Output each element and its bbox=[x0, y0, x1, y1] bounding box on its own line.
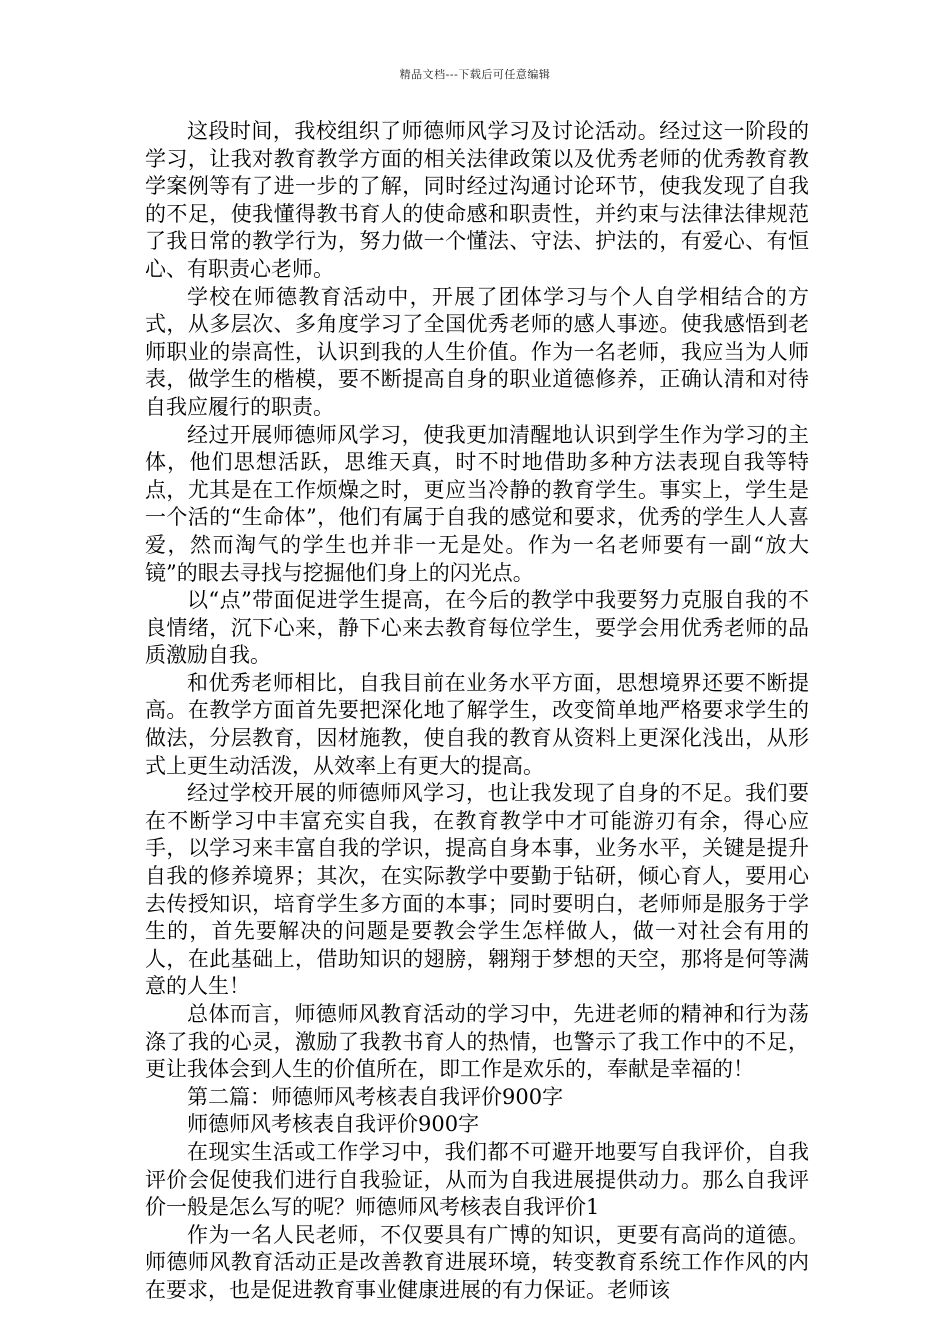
paragraph-1: 这段时间，我校组织了师德师风学习及讨论活动。经过这一阶段的学习，让我对教育教学方面的相关法律政策以及优秀老师的优秀教育教学案例等有了进一步的了解，同时经过沟通讨论环节，使我发现了自我的不足，使我懂得教书育人的使命感和职责性，并约束与法律法律规范了我日常的教学行为，努力做一个懂法、守法、护法的，有爱心、有恒心、有职责心老师。 bbox=[145, 119, 809, 281]
paragraph-5: 和优秀老师相比，自我目前在业务水平方面，思想境界还要不断提高。在教学方面首先要把深化地了解学生，改变简单地严格要求学生的做法，分层教育，因材施教，使自我的教育从资料上更深化浅出，从形式上更生动活泼，从效率上有更大的提高。 bbox=[145, 670, 809, 778]
paragraph-2: 学校在师德教育活动中，开展了团体学习与个人自学相结合的方式，从多层次、多角度学习了全国优秀老师的感人事迹。使我感悟到老师职业的崇高性，认识到我的人生价值。作为一名老师，我应当为人师表，做学生的楷模，要不断提高自身的职业道德修养，正确认清和对待自我应履行的职责。 bbox=[145, 284, 809, 419]
paragraph-8: 在现实生活或工作学习中，我们都不可避开地要写自我评价，自我评价会促使我们进行自我验证，从而为自我进展提供动力。那么自我评价一般是怎么写的呢？师德师风考核表自我评价1 bbox=[145, 1139, 809, 1220]
page-header: 精品文档---下载后可任意编辑 bbox=[399, 68, 551, 81]
paragraph-6: 经过学校开展的师德师风学习，也让我发现了自身的不足。我们要在不断学习中丰富充实自我，在教育教学中才可能游刃有余，得心应手，以学习来丰富自我的学识，提高自身本事，业务水平，关键是提升自我的修养境界；其次，在实际教学中要勤于钻研，倾心育人，要用心去传授知识，培育学生多方面的本事；同时要明白，老师师是服务于学生的，首先要解决的问题是要教会学生怎样做人，做一对社会有用的人，在此基础上，借助知识的翅膀，翱翔于梦想的天空，那将是何等满意的人生！ bbox=[145, 781, 809, 999]
paragraph-7: 总体而言，师德师风教育活动的学习中，先进老师的精神和行为荡涤了我的心灵，激励了我教书育人的热情，也警示了我工作中的不足，更让我体会到人生的价值所在，即工作是欢乐的，奉献是幸福的！ bbox=[145, 1002, 809, 1082]
section-heading: 第二篇：师德师风考核表自我评价900字 bbox=[187, 1084, 564, 1109]
document-body bbox=[145, 118, 809, 1305]
paragraph-9: 作为一名人民老师，不仅要具有广博的知识，更要有高尚的道德。师德师风教育活动正是改善教育进展环境，转变教育系统工作作风的内在要求，也是促进教育事业健康进展的有力保证。老师该 bbox=[145, 1222, 809, 1302]
paragraph-3: 经过开展师德师风学习，使我更加清醒地认识到学生作为学习的主体，他们思想活跃，思维天真，时不时地借助多种方法表现自我等特点，尤其是在工作烦燥之时，更应当冷静的教育学生。事实上，学生是一个活的“生命体”，他们有属于自我的感觉和要求，优秀的学生人人喜爱，然而淘气的学生也并非一无是处。作为一名老师要有一副“放大镜”的眼去寻找与挖掘他们身上的闪光点。 bbox=[145, 422, 809, 585]
paragraph-4: 以“点”带面促进学生提高，在今后的教学中我要努力克服自我的不良情绪，沉下心来，静下心来去教育每位学生，要学会用优秀老师的品质激励自我。 bbox=[145, 588, 809, 668]
section-subtitle: 师德师风考核表自我评价900字 bbox=[187, 1112, 480, 1137]
